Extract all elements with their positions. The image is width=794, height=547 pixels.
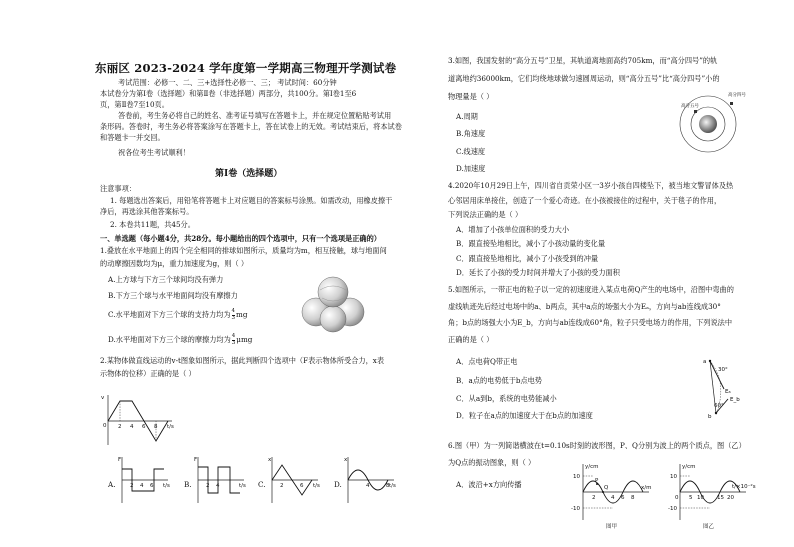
q6-stem: 6.图（甲）为一列简谐横波在t=0.10s时刻的波形图，P、Q分别为波上的两个质点，图（乙）: [448, 441, 746, 450]
svg-text:60°: 60°: [714, 403, 724, 409]
q1-stem: 的动摩擦因数均为μ，重力加速度为g，则（ ）: [100, 259, 249, 268]
svg-text:4: 4: [140, 483, 144, 489]
svg-text:t/s: t/s: [163, 483, 170, 489]
svg-text:2: 2: [118, 424, 122, 430]
page-title: 东丽区 2023-2024 学年度第一学期高三物理开学测试卷: [95, 61, 397, 75]
q4-option-b[interactable]: B．跟直接坠地相比，减小了小孩动量的变化量: [456, 239, 606, 248]
q3-option-b[interactable]: B.角速度: [456, 129, 486, 138]
svg-text:4: 4: [216, 483, 220, 489]
svg-text:x: x: [268, 457, 272, 463]
q2-choice-a[interactable]: A.: [108, 480, 116, 489]
svg-text:6: 6: [300, 483, 304, 489]
q1-balls-figure: [298, 272, 368, 332]
svg-text:2: 2: [280, 483, 284, 489]
q4-stem: 4.2020年10月29日上午，四川省自贡荣小区一3岁小孩自四楼坠下，被当地文警冒体及热: [448, 181, 734, 190]
q5-stem: 正确的是（ ）: [448, 335, 494, 344]
fraction: $\frac{4}{3}$: [231, 308, 236, 321]
svg-text:y/cm: y/cm: [585, 464, 599, 470]
q3-option-a[interactable]: A.周期: [456, 112, 478, 121]
q1-option-b[interactable]: B.下方三个球与水平地面间均没有摩擦力: [108, 291, 238, 300]
notes-line: 1. 每题选出答案后，用铅笔将答题卡上对应题目的答案标号涂黑。如需改动，用橡皮擦干: [110, 196, 393, 205]
q3-option-d[interactable]: D.加速度: [456, 164, 486, 173]
q4-stem: 心邻居用床单接住，创造了一个爱心奇迹。在小孩被接住的过程中，关于毯子的作用，: [448, 196, 722, 205]
svg-text:x: x: [344, 457, 348, 463]
q3-orbit-figure: [678, 88, 758, 158]
instruction-line: 答卷前，考生务必将自己的姓名、准考证号填写在答题卡上，并在规定位置粘贴考试用: [118, 111, 392, 120]
q4-option-c[interactable]: C．跟直接坠地相比，减小了小孩受到的冲量: [456, 254, 599, 263]
svg-text:v: v: [101, 395, 105, 401]
q5-option-d[interactable]: D．粒子在a点的加速度大于在b点的加速度: [456, 411, 593, 420]
svg-text:0: 0: [675, 495, 679, 501]
q5-stem: 角；b点的场强大小为E_b，方向与ab连线成60°角，粒子只受电场力的作用，下列说法中: [448, 318, 733, 327]
instruction-line: 页，第Ⅱ卷7至10页。: [100, 100, 169, 109]
right-column: [425, 0, 794, 547]
fraction: $\frac{4}{3}$: [231, 333, 236, 346]
q1-stem: 1.叠放在水平地面上的四个完全相同的排球如图所示，质量均为m，相互接触，球与地面间: [100, 246, 387, 255]
svg-text:-10: -10: [668, 506, 677, 512]
svg-text:8: 8: [386, 483, 390, 489]
svg-text:t/s: t/s: [389, 483, 396, 489]
svg-text:10: 10: [697, 495, 704, 501]
svg-text:4: 4: [611, 495, 615, 501]
svg-text:b: b: [708, 414, 712, 420]
q5-stem: 5.如图所示，一带正电的粒子以一定的初速度进入某点电荷Q产生的电场中，沿图中弯曲的: [448, 285, 734, 294]
svg-text:8: 8: [154, 424, 158, 430]
svg-text:Eₐ: Eₐ: [725, 389, 731, 395]
svg-text:t/×10⁻²s: t/×10⁻²s: [732, 484, 756, 490]
svg-text:F: F: [118, 457, 122, 463]
q4-option-a[interactable]: A．增加了小孩单位面积的受力大小: [456, 225, 570, 234]
svg-text:t/s: t/s: [167, 424, 174, 430]
svg-text:6: 6: [621, 495, 625, 501]
svg-text:20: 20: [727, 495, 734, 501]
q1-option-c[interactable]: C.水平地面对下方三个球的支持力均为 $\frac{4}{3}$ mg: [108, 308, 248, 321]
q2-choice-b[interactable]: B.: [184, 480, 192, 489]
svg-text:10: 10: [573, 474, 580, 480]
svg-text:8: 8: [631, 495, 635, 501]
instruction-line: 祝各位考生考试顺利！: [118, 148, 190, 157]
q6-vibration-graph: [670, 462, 760, 532]
notes-heading: 注意事项：: [100, 184, 136, 193]
svg-text:F: F: [194, 457, 198, 463]
q3-stem: 物理量是（ ）: [448, 92, 494, 101]
instruction-line: 本试卷分为第Ⅰ卷（选择题）和第Ⅱ卷（非选择题）两部分，共100分。第Ⅰ卷1至6: [100, 89, 357, 98]
notes-line: 净后，再选涂其他答案标号。: [100, 207, 194, 216]
svg-text:图甲: 图甲: [606, 524, 618, 530]
part-heading: 一、单选题（每小题4分，共28分。每小题给出的四个选项中，只有一个选项是正确的）: [100, 234, 381, 243]
svg-text:4: 4: [130, 424, 134, 430]
q2-choice-d-graph: [344, 455, 399, 505]
instruction-line: 和答题卡一并交回。: [100, 133, 165, 142]
q2-choice-a-graph: [118, 455, 173, 505]
satellite-icon: [730, 102, 733, 105]
svg-text:y/cm: y/cm: [682, 464, 696, 470]
svg-text:a: a: [703, 359, 707, 365]
section-title: 第Ⅰ卷（选择题）: [215, 169, 283, 179]
svg-text:4: 4: [366, 483, 370, 489]
svg-text:5: 5: [689, 495, 693, 501]
svg-text:0: 0: [103, 423, 107, 429]
svg-text:t/s: t/s: [239, 483, 246, 489]
svg-text:2: 2: [130, 483, 134, 489]
q5-option-b[interactable]: B．a点的电势低于b点电势: [456, 376, 543, 385]
q5-stem: 虚线轨迹先后经过电场中的a、b两点，其中a点的场强大小为Eₐ，方向与ab连线成30°: [448, 302, 721, 311]
q5-option-c[interactable]: C．从a到b，系统的电势能减小: [456, 394, 557, 403]
q2-choice-c[interactable]: C.: [258, 480, 266, 489]
svg-text:30°: 30°: [718, 367, 728, 373]
q6-stem: 为Q点的振动图象，则（ ）: [448, 458, 536, 467]
svg-text:6: 6: [150, 483, 154, 489]
q1-option-d[interactable]: D.水平地面对下方三个球的摩擦力均为 $\frac{4}{3}$ μmg: [108, 333, 253, 346]
q2-stem: 示物体的位移）正确的是（ ）: [100, 369, 196, 378]
q6-wave-graph: [573, 462, 655, 532]
q2-choice-d[interactable]: D.: [334, 480, 342, 489]
instruction-line: 考试范围：必修一、二、三+选择性必修一、三； 考试时间：60分钟: [118, 78, 337, 87]
svg-text:P: P: [595, 478, 599, 484]
q5-field-figure: [698, 355, 758, 420]
svg-text:2: 2: [592, 495, 596, 501]
svg-text:E_b: E_b: [730, 397, 740, 403]
svg-text:-10: -10: [571, 506, 580, 512]
notes-line: 2. 本卷共11题，共45分。: [110, 220, 195, 229]
svg-text:高分五号: 高分五号: [681, 104, 699, 109]
q6-option-a[interactable]: A．波沿+x方向传播: [456, 480, 522, 489]
q3-option-c[interactable]: C.线速度: [456, 147, 486, 156]
q4-option-d[interactable]: D．延长了小孩的受力时间并增大了小孩的受力面积: [456, 268, 620, 277]
q1-option-c-text: C.水平地面对下方三个球的支持力均为: [108, 310, 231, 319]
svg-text:x/m: x/m: [641, 485, 652, 491]
svg-text:6: 6: [142, 424, 146, 430]
svg-text:Q: Q: [604, 485, 609, 491]
svg-text:图乙: 图乙: [703, 524, 715, 530]
svg-text:2: 2: [206, 483, 210, 489]
q1-option-a[interactable]: A.上方球与下方三个球间均没有弹力: [108, 275, 224, 284]
q2-stem: 2.某物体做直线运动的v-t图象如图所示，据此判断四个选项中（F表示物体所受合力，x表: [100, 356, 385, 365]
svg-text:t/s: t/s: [313, 483, 320, 489]
svg-text:10: 10: [670, 474, 677, 480]
svg-text:15: 15: [717, 495, 724, 501]
instruction-line: 条形码。答卷时，考生务必将答案涂写在答题卡上，答在试卷上的无效。考试结束后，将本试卷: [100, 122, 402, 131]
satellite-icon: [694, 110, 697, 113]
q3-stem: 3.如图，我国发射的“高分五号”卫星，其轨道离地面高约705km，而“高分四号”的轨: [448, 56, 718, 65]
q3-stem: 道离地约36000km，它们均绕地球做匀速圆周运动，则“高分五号”比“高分四号”小的: [448, 74, 720, 83]
q2-vt-graph: [100, 393, 180, 448]
q5-option-a[interactable]: A．点电荷Q带正电: [456, 357, 518, 366]
q2-choice-b-graph: [194, 455, 249, 505]
q4-stem: 下列说法正确的是（ ）: [448, 210, 523, 219]
q2-choice-c-graph: [268, 455, 323, 505]
svg-text:高分四号: 高分四号: [728, 93, 746, 98]
q1-option-d-text: D.水平地面对下方三个球的摩擦力均为: [108, 335, 231, 344]
